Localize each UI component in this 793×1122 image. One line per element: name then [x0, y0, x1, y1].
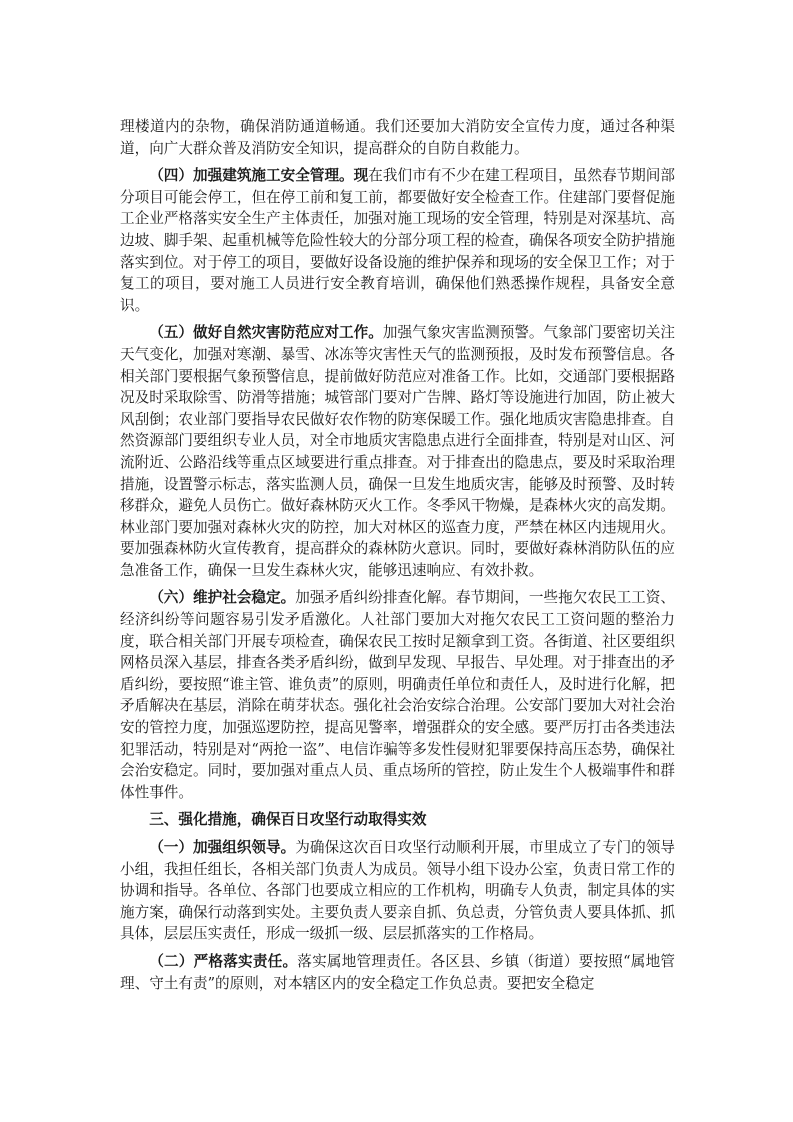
paragraph-responsibility: [120, 951, 675, 994]
paragraph-text: 加强矛盾纠纷排查化解。春节期间，一些拖欠农民工工资、经济纠纷等问题容易引发矛盾激化。人社部门要加大对拖欠农民工工资问题的整治力度，联合相关部门开展专项检查，确保农民工按时足额拿到工资。各街道、社区要组织网格员深入基层，排查各类矛盾纠纷，做到早发现、早报告、早处理。对于排查出的矛盾纠纷，要按照“谁主管、谁负责”的原则，明确责任单位和责任人，及时进行化解，把矛盾解决在基层，消除在萌芽状态。强化社会治安综合治理。公安部门要加大对社会治安的管控力度，加强巡逻防控，提高见警率，增强群众的安全感。要严厉打击各类违法犯罪活动，特别是对“两抢一盗”、电信诈骗等多发性侵财犯罪要保持高压态势，确保社会治安稳定。同时，要加强对重点人员、重点场所的管控，防止发生个人极端事件和群体性事件。: [120, 589, 675, 801]
paragraph-organization: [120, 837, 675, 945]
paragraph-natural-disaster: [120, 322, 675, 581]
document-page: [120, 116, 675, 1000]
paragraph-text: 落实属地管理责任。各区县、乡镇（街道）要按照“属地管理、守土有责”的原则，对本辖区内的安全稳定工作负总责。要把安全稳定: [120, 952, 675, 992]
paragraph-continued: [120, 116, 675, 159]
paragraph-social-stability: [120, 587, 675, 803]
paragraph-lead: （二）严格落实责任。: [149, 952, 298, 970]
paragraph-lead: （六）维护社会稳定。: [149, 589, 296, 607]
paragraph-text: 理楼道内的杂物，确保消防通道畅通。我们还要加大消防安全宣传力度，通过各种渠道，向广大群众普及消防安全知识，提高群众的自防自救能力。: [120, 118, 675, 157]
paragraph-construction-safety: [120, 165, 675, 316]
section-heading: 三、强化措施，确保百日攻坚行动取得实效: [149, 811, 427, 829]
paragraph-lead: （五）做好自然灾害防范应对工作。: [149, 324, 383, 342]
paragraph-text: 加强气象灾害监测预警。气象部门要密切关注天气变化，加强对寒潮、暴雪、冰冻等灾害性天气的监测预报，及时发布预警信息。各相关部门要根据气象预警信息，提前做好防范应对准备工作。比如，交通部门要根据路况及时采取除雪、防滑等措施；城管部门要对广告牌、路灯等设施进行加固，防止被大风刮倒；农业部门要指导农民做好农作物的防寒保暖工作。强化地质灾害隐患排查。自然资源部门要组织专业人员，对全市地质灾害隐患点进行全面排查，特别是对山区、河流附近、公路沿线等重点区域要进行重点排查。对于排查出的隐患点，要及时采取治理措施，设置警示标志，落实监测人员，确保一旦发生地质灾害，能够及时预警、及时转移群众，避免人员伤亡。做好森林防灭火工作。冬季风干物燥，是森林火灾的高发期。林业部门要加强对森林火灾的防控，加大对林区的巡查力度，严禁在林区内违规用火。要加强森林防火宣传教育，提高群众的森林防火意识。同时，要做好森林消防队伍的应急准备工作，确保一旦发生森林火灾，能够迅速响应、有效扑救。: [120, 324, 675, 579]
paragraph-text: 在我们市有不少在建工程项目，虽然春节期间部分项目可能会停工，但在停工前和复工前，都要做好安全检查工作。住建部门要督促施工企业严格落实安全生产主体责任，加强对施工现场的安全管理，特别是对深基坑、高边坡、脚手架、起重机械等危险性较大的分部分项工程的检查，确保各项安全防护措施落实到位。对于停工的项目，要做好设备设施的维护保养和现场的安全保卫工作；对于复工的项目，要对施工人员进行安全教育培训，确保他们熟悉操作规程，具备安全意识。: [120, 167, 675, 314]
paragraph-text: 为确保这次百日攻坚行动顺利开展，市里成立了专门的领导小组，我担任组长，各相关部门负责人为成员。领导小组下设办公室，负责日常工作的协调和指导。各单位、各部门也要成立相应的工作机构，明确专人负责，制定具体的实施方案，确保行动落到实处。主要负责人要亲自抓、负总责，分管负责人要具体抓、抓具体，层层压实责任，形成一级抓一级、层层抓落实的工作格局。: [120, 839, 675, 943]
paragraph-lead: （一）加强组织领导。: [149, 839, 296, 856]
paragraph-lead: （四）加强建筑施工安全管理。现: [149, 167, 369, 185]
